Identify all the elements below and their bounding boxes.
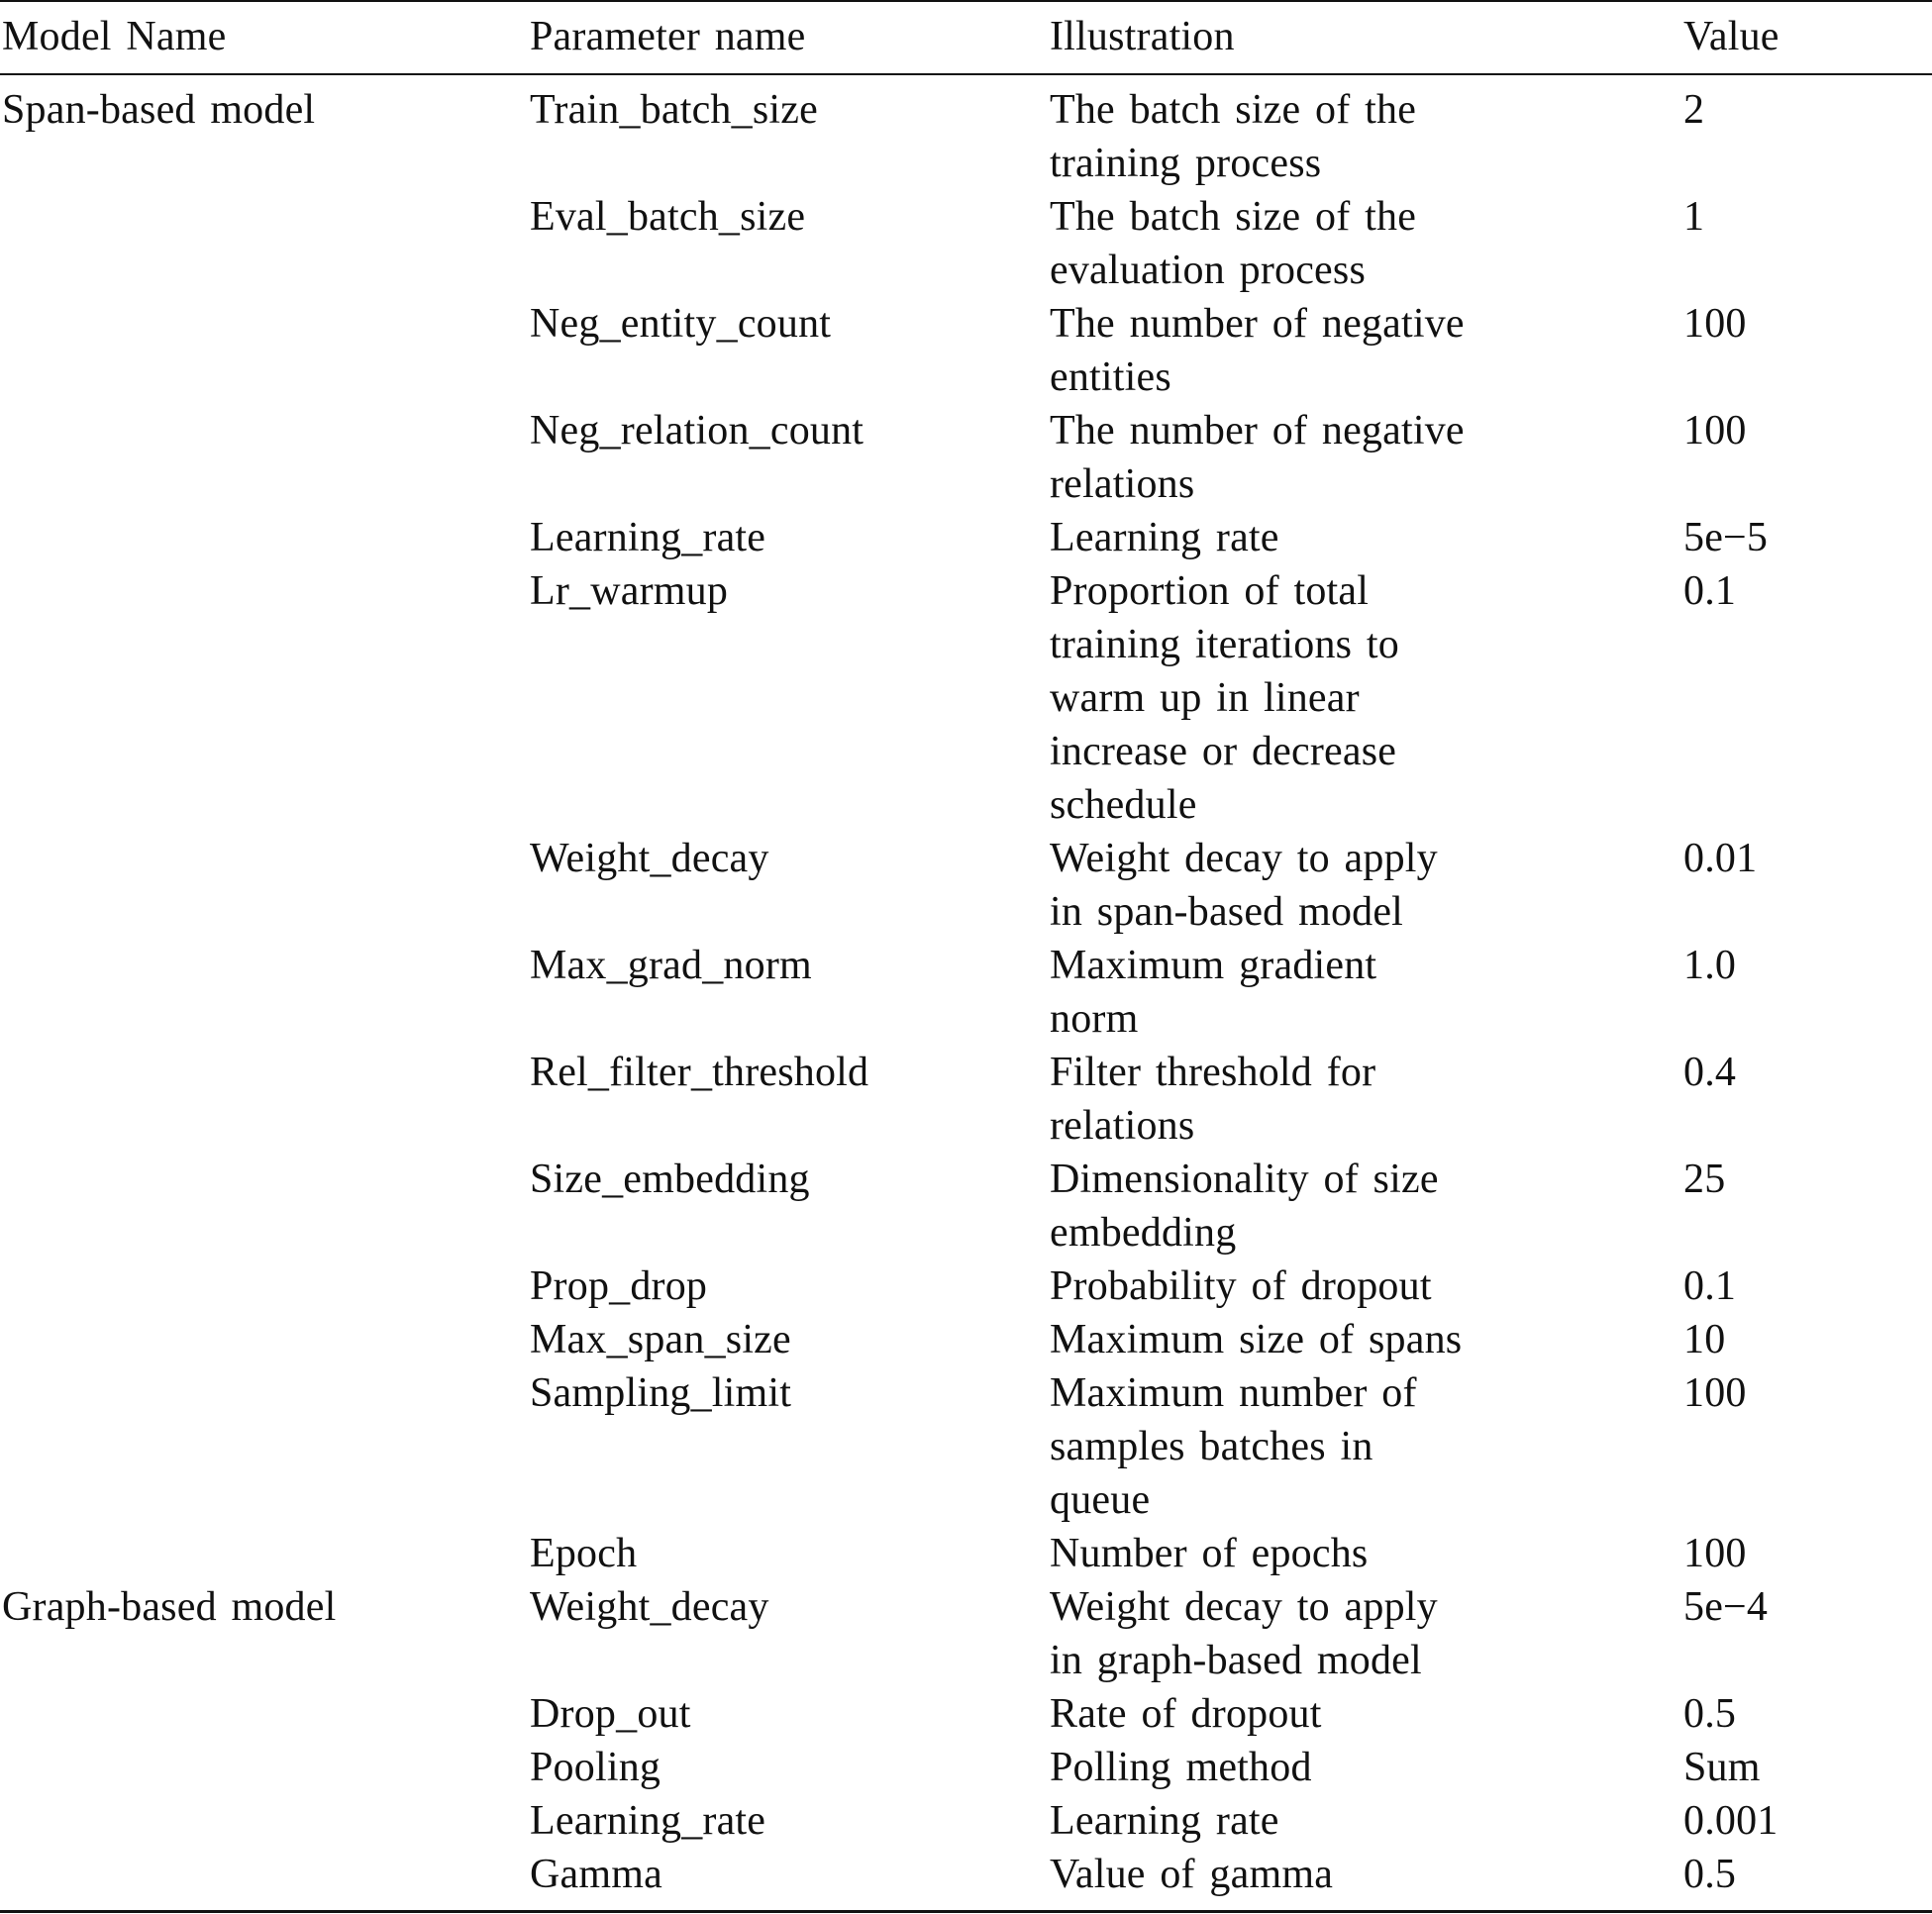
illustration-line: Maximum size of spans bbox=[1050, 1317, 1463, 1362]
parameter-cell: Lr_warmup bbox=[530, 568, 729, 614]
parameter-cell: Pooling bbox=[530, 1745, 661, 1790]
header-rule bbox=[0, 73, 1932, 75]
illustration-line: The number of negative bbox=[1050, 408, 1465, 453]
illustration-line: Probability of dropout bbox=[1050, 1263, 1432, 1309]
header-model-name: Model Name bbox=[2, 14, 227, 59]
illustration-line: Maximum number of bbox=[1050, 1370, 1417, 1416]
value-cell: 2 bbox=[1683, 87, 1705, 133]
illustration-line: The number of negative bbox=[1050, 301, 1465, 347]
illustration-line: entities bbox=[1050, 354, 1171, 400]
illustration-line: Weight decay to apply bbox=[1050, 1584, 1438, 1630]
parameter-cell: Rel_filter_threshold bbox=[530, 1050, 869, 1095]
parameter-cell: Neg_entity_count bbox=[530, 301, 832, 347]
illustration-line: Maximum gradient bbox=[1050, 943, 1377, 988]
illustration-line: The batch size of the bbox=[1050, 87, 1417, 133]
parameter-cell: Max_grad_norm bbox=[530, 943, 812, 988]
illustration-line: samples batches in bbox=[1050, 1424, 1373, 1469]
value-cell: 0.5 bbox=[1683, 1852, 1737, 1897]
value-cell: 0.1 bbox=[1683, 568, 1737, 614]
value-cell: 1.0 bbox=[1683, 943, 1737, 988]
illustration-line: schedule bbox=[1050, 782, 1197, 828]
value-cell: 0.01 bbox=[1683, 836, 1758, 881]
bottom-rule bbox=[0, 1910, 1932, 1913]
value-cell: 100 bbox=[1683, 1531, 1747, 1576]
parameter-cell: Size_embedding bbox=[530, 1157, 810, 1202]
value-cell: 5e−5 bbox=[1683, 515, 1769, 560]
parameter-cell: Neg_relation_count bbox=[530, 408, 864, 453]
illustration-line: Learning rate bbox=[1050, 515, 1279, 560]
value-cell: 0.1 bbox=[1683, 1263, 1737, 1309]
illustration-line: relations bbox=[1050, 461, 1195, 507]
value-cell: 1 bbox=[1683, 194, 1705, 240]
illustration-line: relations bbox=[1050, 1103, 1195, 1149]
parameter-cell: Max_span_size bbox=[530, 1317, 791, 1362]
parameter-cell: Sampling_limit bbox=[530, 1370, 792, 1416]
parameter-cell: Learning_rate bbox=[530, 515, 766, 560]
value-cell: 100 bbox=[1683, 1370, 1747, 1416]
value-cell: Sum bbox=[1683, 1745, 1761, 1790]
value-cell: 100 bbox=[1683, 408, 1747, 453]
parameter-cell: Drop_out bbox=[530, 1691, 691, 1737]
illustration-line: Proportion of total bbox=[1050, 568, 1370, 614]
illustration-line: Rate of dropout bbox=[1050, 1691, 1322, 1737]
header-illustration: Illustration bbox=[1050, 14, 1235, 59]
value-cell: 5e−4 bbox=[1683, 1584, 1769, 1630]
illustration-line: Weight decay to apply bbox=[1050, 836, 1438, 881]
illustration-line: in graph-based model bbox=[1050, 1638, 1422, 1683]
illustration-line: Polling method bbox=[1050, 1745, 1312, 1790]
value-cell: 25 bbox=[1683, 1157, 1726, 1202]
parameter-cell: Weight_decay bbox=[530, 836, 769, 881]
model-name-cell: Span-based model bbox=[2, 87, 316, 133]
parameter-cell: Weight_decay bbox=[530, 1584, 769, 1630]
value-cell: 0.5 bbox=[1683, 1691, 1737, 1737]
parameter-cell: Prop_drop bbox=[530, 1263, 708, 1309]
illustration-line: The batch size of the bbox=[1050, 194, 1417, 240]
illustration-line: Dimensionality of size bbox=[1050, 1157, 1439, 1202]
parameter-cell: Eval_batch_size bbox=[530, 194, 806, 240]
top-rule bbox=[0, 0, 1932, 2]
value-cell: 100 bbox=[1683, 301, 1747, 347]
illustration-line: training process bbox=[1050, 141, 1322, 186]
illustration-line: training iterations to bbox=[1050, 622, 1399, 667]
illustration-line: Number of epochs bbox=[1050, 1531, 1369, 1576]
illustration-line: Learning rate bbox=[1050, 1798, 1279, 1844]
illustration-line: warm up in linear bbox=[1050, 675, 1360, 721]
header-parameter-name: Parameter name bbox=[530, 14, 806, 59]
value-cell: 0.001 bbox=[1683, 1798, 1779, 1844]
parameter-cell: Gamma bbox=[530, 1852, 662, 1897]
illustration-line: norm bbox=[1050, 996, 1139, 1042]
parameter-cell: Train_batch_size bbox=[530, 87, 818, 133]
illustration-line: embedding bbox=[1050, 1210, 1237, 1256]
illustration-line: evaluation process bbox=[1050, 248, 1366, 293]
illustration-line: in span-based model bbox=[1050, 889, 1404, 935]
illustration-line: Filter threshold for bbox=[1050, 1050, 1376, 1095]
model-name-cell: Graph-based model bbox=[2, 1584, 337, 1630]
parameter-cell: Learning_rate bbox=[530, 1798, 766, 1844]
value-cell: 0.4 bbox=[1683, 1050, 1737, 1095]
header-value: Value bbox=[1683, 14, 1779, 59]
value-cell: 10 bbox=[1683, 1317, 1726, 1362]
illustration-line: Value of gamma bbox=[1050, 1852, 1334, 1897]
illustration-line: increase or decrease bbox=[1050, 729, 1397, 774]
parameter-cell: Epoch bbox=[530, 1531, 638, 1576]
illustration-line: queue bbox=[1050, 1477, 1151, 1523]
